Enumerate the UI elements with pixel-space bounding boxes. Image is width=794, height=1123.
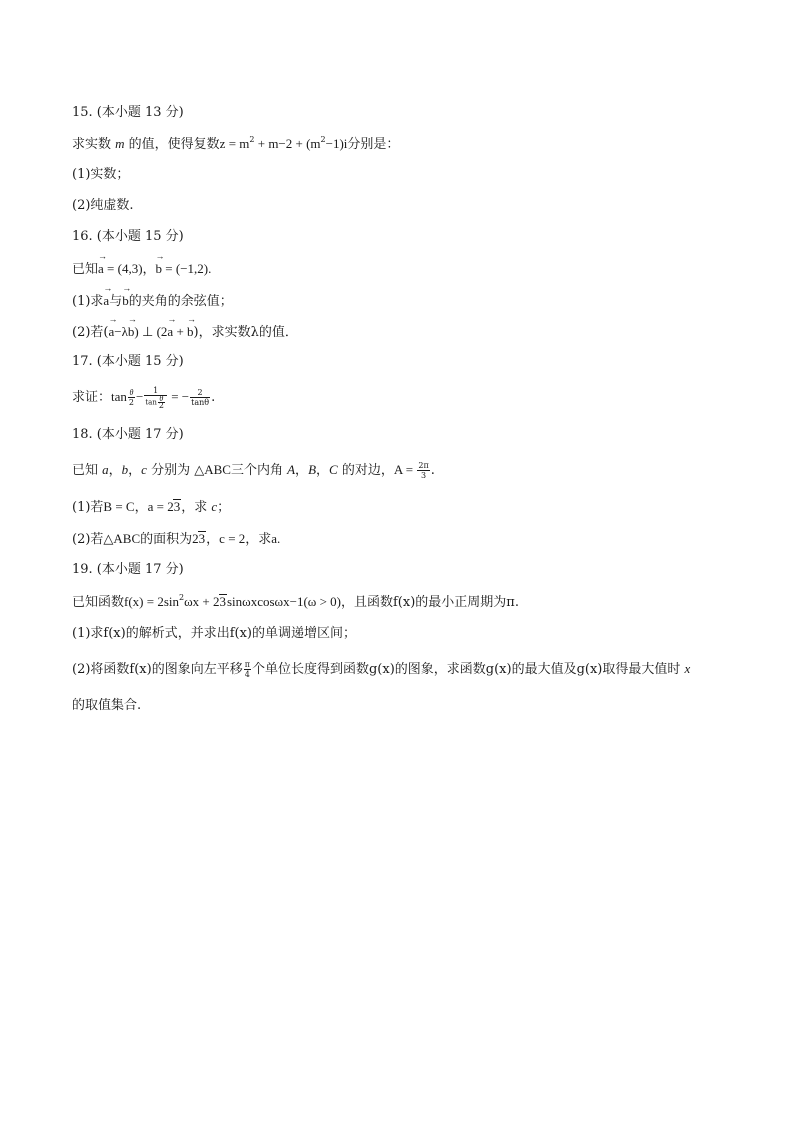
q16-part1: (1)求→ a与→ b的夹角的余弦值； — [72, 292, 233, 311]
q17-header: 17. (本小题 15 分) — [72, 354, 184, 369]
q16-given: 已知→ a = (4,3)，→ b = (−1,2). — [72, 260, 211, 279]
q16-part2: (2)若(→ a−λ→ b) ⊥ (2→ a + → b)，求实数λ的值． — [72, 323, 298, 342]
q17-statement: 求证：tan $\frac{\theta}{2}$ − 1 tan $\frac{\theta}{2}$ = − $\frac{2}{\tan\theta}$ . — [72, 386, 216, 410]
q18-given: 已知 a，b，c 分别为 △ABC三个内角 A，B，C 的对边，A = $\frac{2\pi}{3}$ . — [72, 461, 435, 480]
q18-part2: (2)若△ABC的面积为23，c = 2，求a. — [72, 531, 281, 547]
q15-stem: 求实数 m 的值，使得复数$z = m^2 + m-2 + (m^2-1)i$分别是： — [72, 135, 400, 152]
q15-part1: (1)实数； — [72, 167, 130, 182]
q18-header: 18. (本小题 17 分) — [72, 427, 184, 442]
q16-header: 16. (本小题 15 分) — [72, 229, 184, 244]
q15-part2: (2)纯虚数. — [72, 198, 134, 213]
q19-part2-end: 的取值集合. — [72, 698, 142, 713]
q19-header: 19. (本小题 17 分) — [72, 562, 184, 577]
q19-given: 已知函数$f(x) = 2\sin^2\omega x + 23\sin\omega xcos\omega x-1(\omega > 0)$，且函数f(x)的最小正周期为π. — [72, 593, 519, 610]
q18-part1: (1)若B = C，a = 23，求 c； — [72, 499, 231, 515]
q15-header: 15. (本小题 13 分) — [72, 105, 184, 120]
q19-part1: (1)求f(x)的解析式，并求出f(x)的单调递增区间； — [72, 626, 356, 641]
q19-part2: (2)将函数f(x)的图象向左平移 $\frac{\pi}{4}$ 个单位长度得到函数g(x)的图象，求函数g(x)的最大值及g(x)取得最大值时 x — [72, 660, 691, 679]
